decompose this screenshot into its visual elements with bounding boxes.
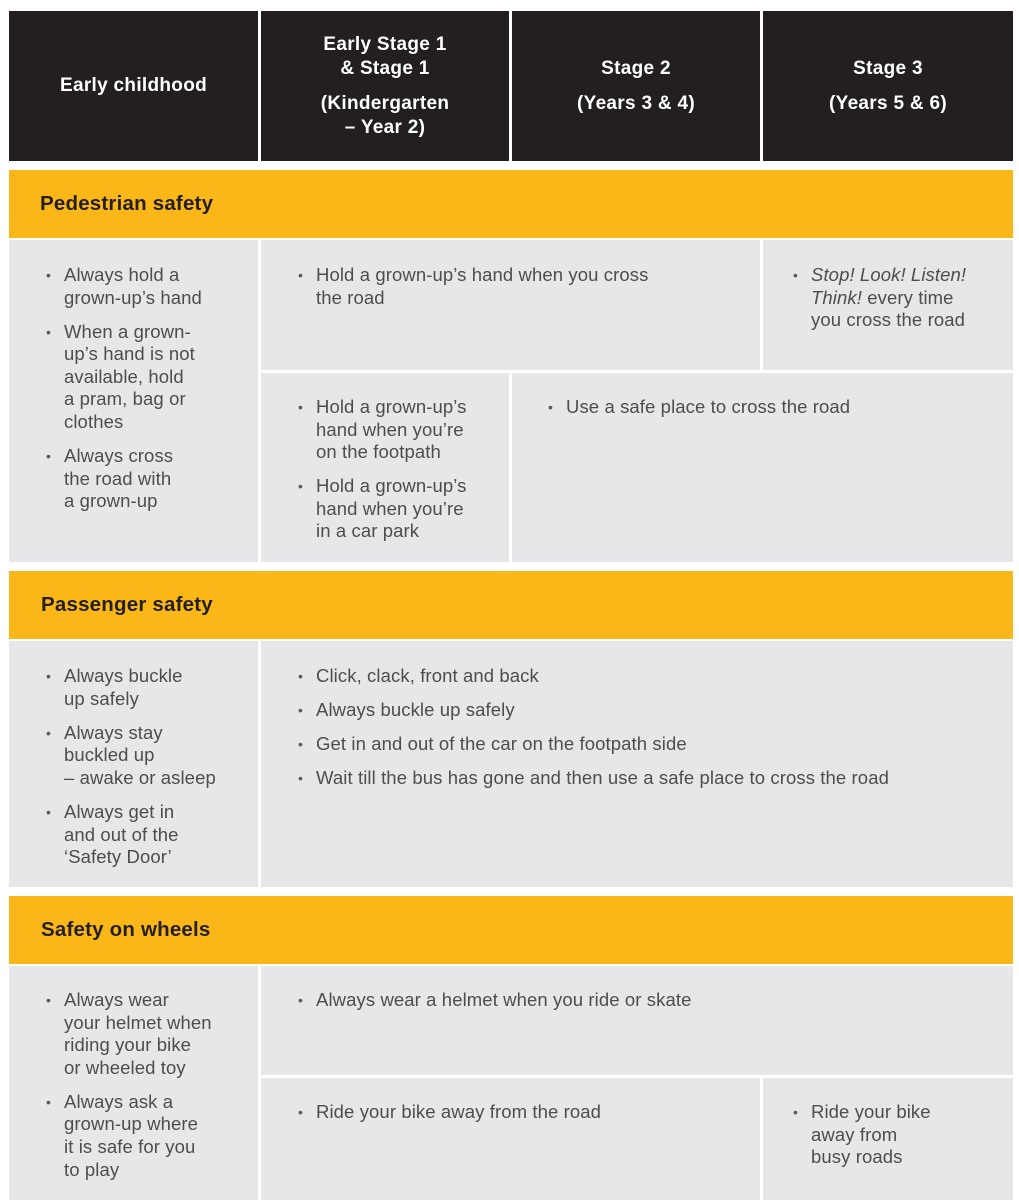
list-item: • Always wear a helmet when you ride or skate [290,989,1003,1012]
list-item: • Always buckle up safely [38,665,248,710]
header-early-childhood-label: Early childhood [59,75,208,96]
section-wheels-title: Safety on wheels [41,918,211,941]
passenger-stages-cell [261,641,1013,887]
wheels-early-childhood-cell [9,966,258,1200]
list-item: • Click, clack, front and back [290,665,1003,688]
section-safety-on-wheels [9,896,1013,964]
pedestrian-stage3-cell [763,240,1013,370]
list-item: • Hold a grown-up’s hand when you’re in a car park [290,475,499,543]
header-stage-2 [512,11,760,161]
pedestrian-early-childhood-cell [9,240,258,562]
pedestrian-stage1-stage2-cell [261,240,760,370]
header-early-stage-1-line4: – Year 2) [344,116,426,138]
header-early-stage-1-line3: (Kindergarten [320,92,450,114]
list-item: • Ride your bike away from busy roads [785,1101,1007,1169]
list-item: • Always get in and out of the ‘Safety Door’ [38,801,248,869]
header-stage-3 [763,11,1013,161]
header-early-stage-1-line2: & Stage 1 [340,57,430,79]
pedestrian-stage2-stage3-cell [512,373,1013,562]
header-early-childhood [9,11,258,161]
list-item: • Always ask a grown-up where it is safe for you to play [38,1091,250,1181]
list-item: • Stop! Look! Listen! Think! every time you cross the road [785,264,1007,332]
passenger-early-childhood-cell [9,641,258,887]
header-stage-2-line1: Stage 2 [601,57,671,79]
header-early-stage-1-line1: Early Stage 1 [323,33,447,55]
pedestrian-stage1-cell [261,373,509,562]
section-pedestrian-safety [9,170,1013,238]
list-item: • Always stay buckled up – awake or asleep [38,722,248,790]
list-item: • Always hold a grown-up’s hand [38,264,248,309]
section-pedestrian-title: Pedestrian safety [40,192,214,215]
list-item: • Hold a grown-up’s hand when you’re on the footpath [290,396,499,464]
section-passenger-safety [9,571,1013,639]
list-item: • Always cross the road with a grown-up [38,445,248,513]
wheels-stage1-stage2-cell [261,1078,760,1200]
header-stage-3-line2: (Years 5 & 6) [829,92,947,114]
wheels-all-stages-cell [261,966,1013,1075]
header-stage-2-line2: (Years 3 & 4) [577,92,695,114]
list-item: • Hold a grown-up’s hand when you cross the road [290,264,750,309]
list-item: • Use a safe place to cross the road [540,396,1003,419]
header-early-stage-1 [261,11,509,161]
section-passenger-title: Passenger safety [41,593,213,616]
list-item: • Get in and out of the car on the footpath side [290,733,1003,756]
list-item: • Always wear your helmet when riding your bike or wheeled toy [38,989,250,1079]
header-stage-3-line1: Stage 3 [853,57,923,79]
list-item: • When a grown- up’s hand is not available, hold a pram, bag or clothes [38,321,248,434]
list-item: • Ride your bike away from the road [290,1101,750,1124]
wheels-stage3-cell [763,1078,1013,1200]
list-item: • Wait till the bus has gone and then use a safe place to cross the road [290,767,1003,790]
list-item: • Always buckle up safely [290,699,1003,722]
